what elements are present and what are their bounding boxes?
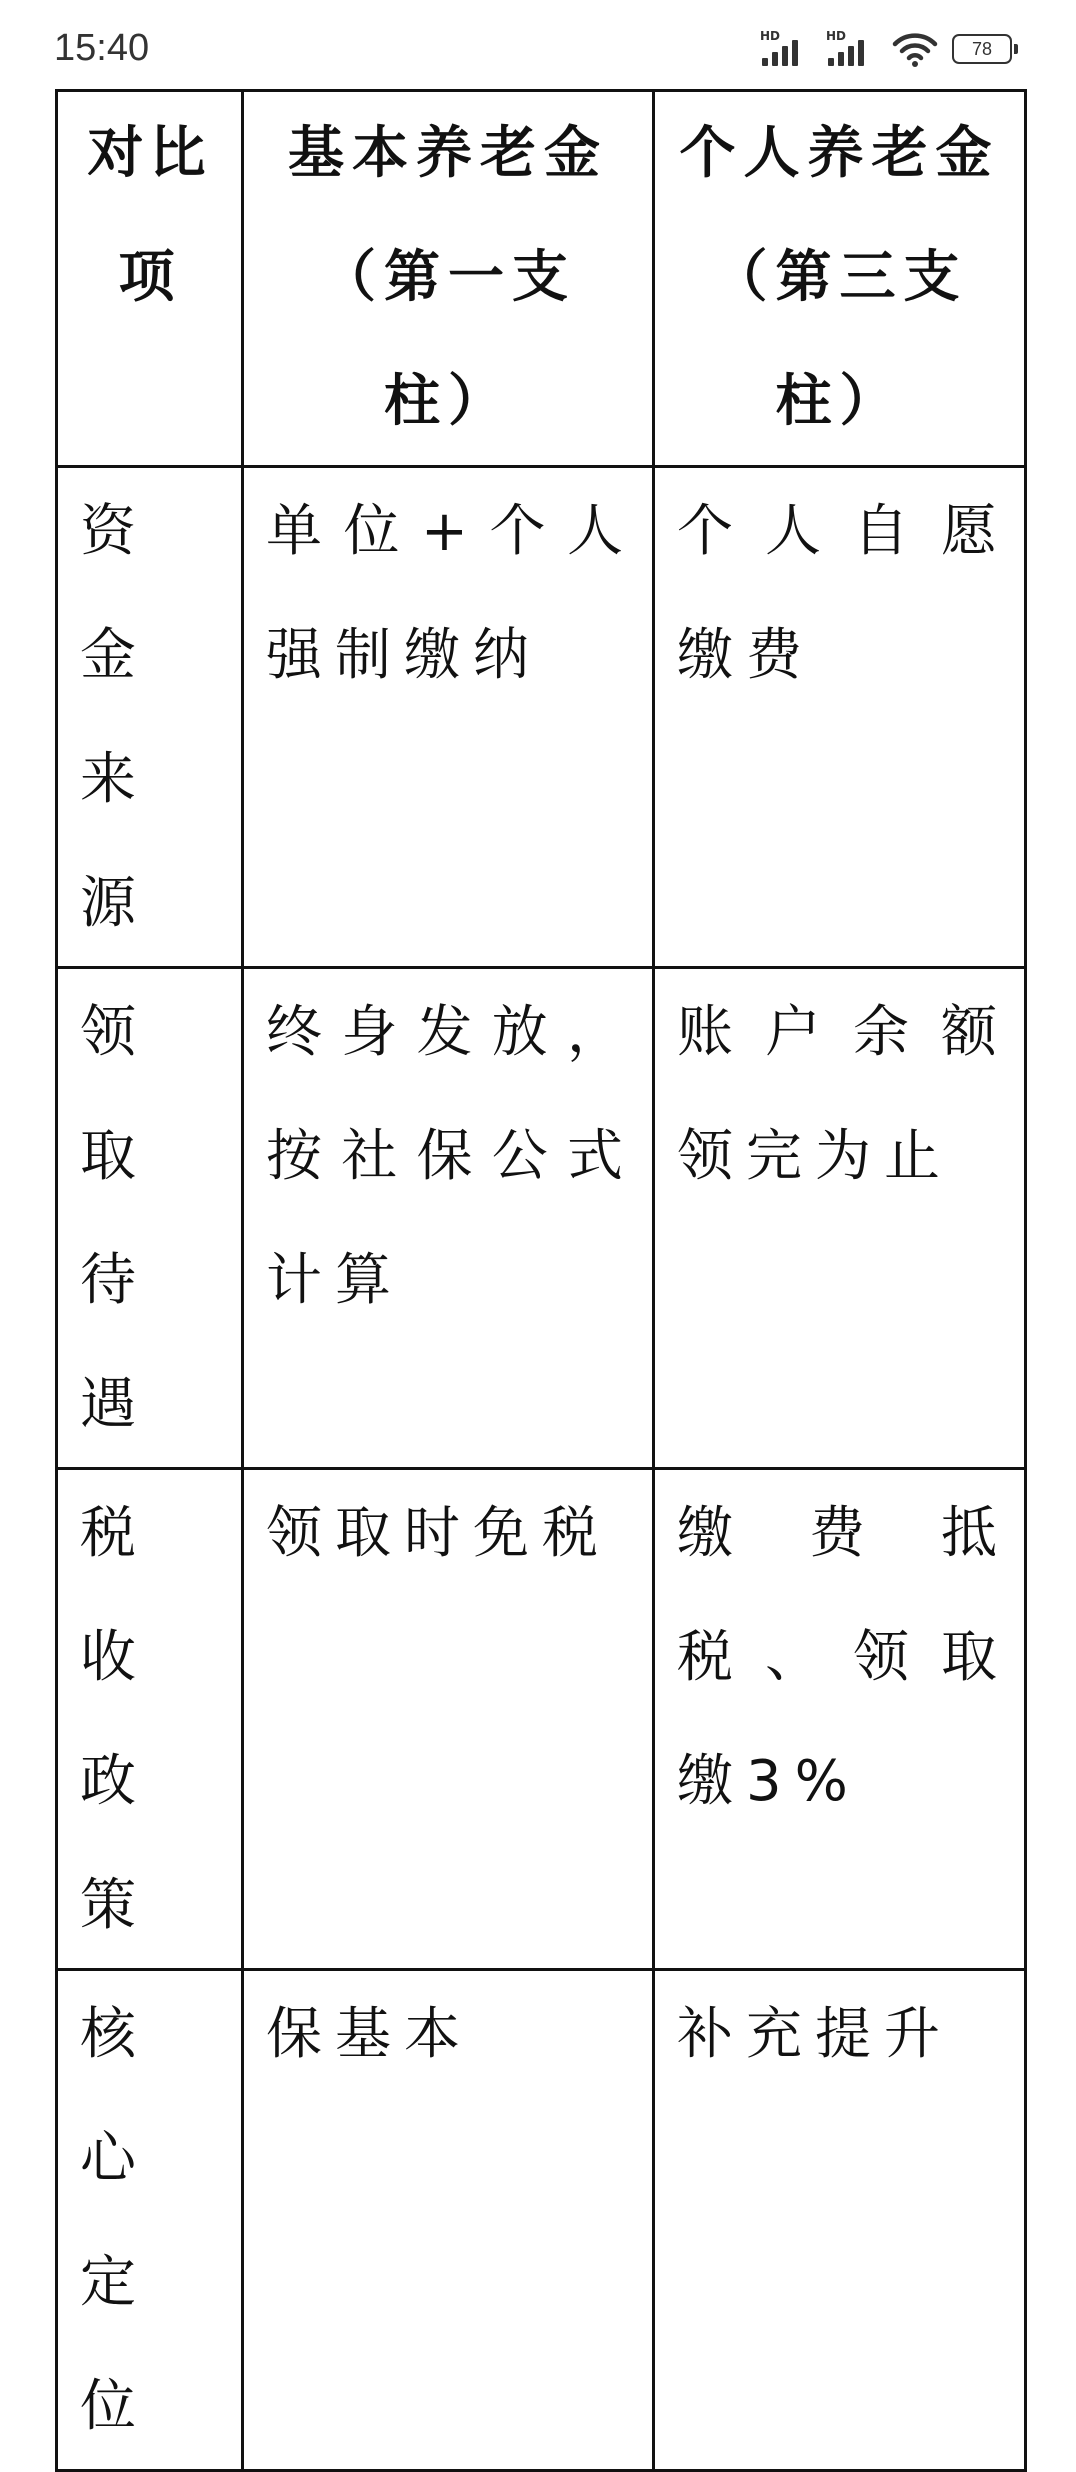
personal-pension-cell [654,467,1026,968]
battery-level: 78 [952,34,1012,64]
row-label: 税收政策 [80,1501,156,1938]
basic-pension-cell [243,467,654,968]
personal-pension-value: 缴费抵税、领取缴3% [677,1501,1010,1814]
basic-pension-cell [243,1970,654,2471]
basic-pension-value: 终身发放，按社保公式计算 [266,1000,636,1313]
header-label-item: 对比项 [87,121,212,310]
header-cell-personal-pension [654,91,1026,467]
hd-label-2: HD [826,29,847,43]
row-label: 资金来源 [80,499,156,936]
basic-pension-value: 单位+个人强制缴纳 [266,499,636,688]
hd-label: HD [760,29,781,43]
basic-pension-value: 保基本 [266,2002,473,2067]
table-row [57,1469,1026,1970]
personal-pension-value: 个人自愿缴费 [677,499,1010,688]
battery-icon [952,34,1016,64]
wifi-icon [892,30,938,68]
row-label: 核心定位 [80,2002,156,2439]
status-time: 15:40 [54,27,150,69]
personal-pension-cell [654,1469,1026,1970]
basic-pension-cell [243,1469,654,1970]
personal-pension-value: 账户余额领完为止 [677,1000,1010,1189]
table-row [57,467,1026,968]
basic-pension-cell [243,968,654,1469]
personal-pension-cell [654,1970,1026,2471]
status-icons [760,28,1016,68]
cellular-signal-icon [760,30,812,68]
table-row [57,968,1026,1469]
header-cell-basic-pension [243,91,654,467]
table-row [57,1970,1026,2471]
row-label-cell [57,467,243,968]
header-cell-item [57,91,243,467]
cellular-signal-icon-2 [826,30,878,68]
personal-pension-value: 补充提升 [677,2002,953,2067]
row-label-cell [57,968,243,1469]
row-label-cell [57,1970,243,2471]
pension-comparison-table [55,89,1027,2472]
status-bar [0,0,1076,90]
row-label-cell [57,1469,243,1970]
basic-pension-value: 领取时免税 [266,1501,611,1566]
header-label-personal-pension: 个人养老金（第三支柱） [679,121,1000,434]
row-label: 领取待遇 [80,1000,156,1437]
personal-pension-cell [654,968,1026,1469]
header-label-basic-pension: 基本养老金（第一支柱） [288,121,608,434]
table-header-row [57,91,1026,467]
